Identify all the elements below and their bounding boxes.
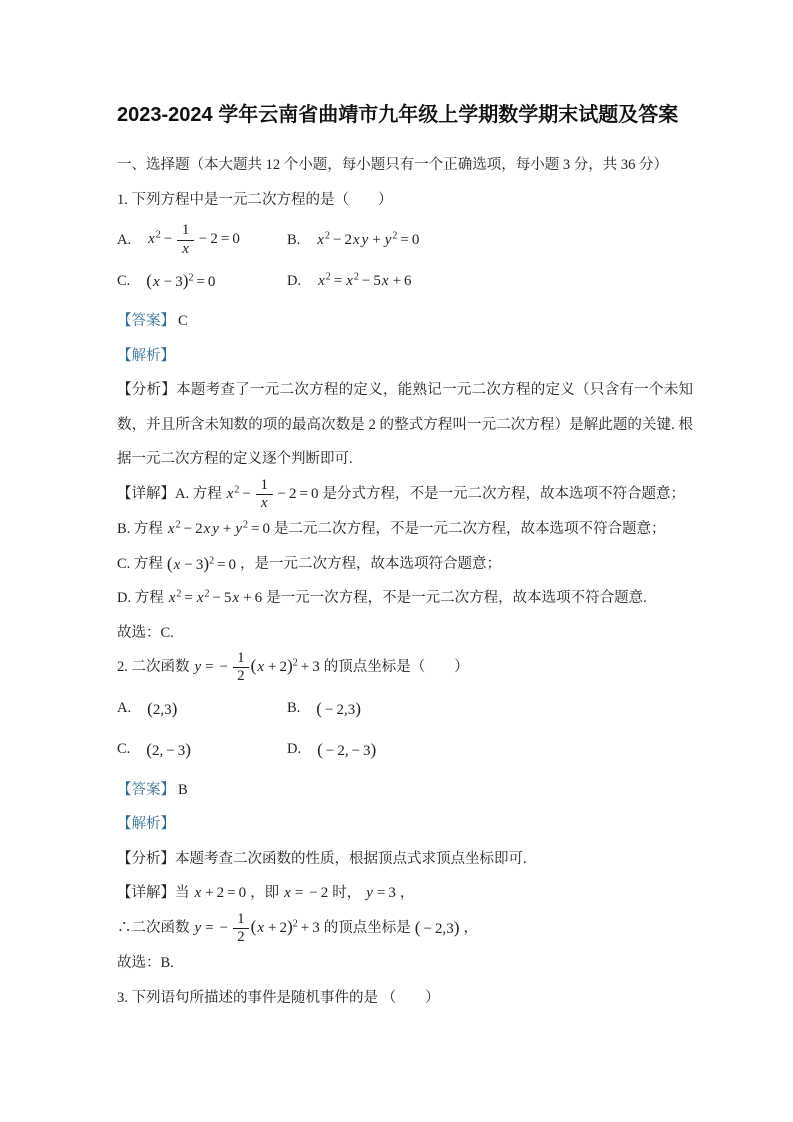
detail-1-c [117,547,693,582]
math-char: 3 [177,742,186,759]
text-run: C. 方程 [117,555,163,572]
math-formula [146,270,215,292]
answer-2 [117,773,693,808]
option-b [287,698,365,720]
math-formula [226,477,319,513]
text-run: ∴二次函数 [117,919,190,936]
math-char: y [194,659,202,676]
text-run: 是一元一次方程，不是一元二次方程，故本选项不符合题意. [266,590,647,606]
math-char: 0 [411,231,420,248]
math-char: 2 [237,668,245,685]
math-char: y [194,919,202,936]
math-char: 2 [234,484,240,496]
fraction-denominator [256,494,273,512]
math-char: 1 [260,476,268,493]
question-2-options-cd [117,732,693,768]
math-char: − [219,659,229,676]
analysis-2 [117,842,693,877]
math-char: 3 [312,659,320,676]
math-char: ) [453,918,460,938]
option-d [287,739,380,761]
math-char: − [219,919,229,936]
option-label: D. [287,741,302,757]
math-char: ( [316,698,323,718]
superscript [176,520,181,531]
math-char: x [182,240,189,257]
math-char: 2 [320,885,329,902]
option-label: B. [287,700,301,716]
fraction-denominator [233,667,249,685]
fraction-numerator [233,650,249,667]
math-char: 3 [195,557,204,574]
math-char: 2 [195,521,203,538]
math-char: 2 [434,921,443,938]
math-formula [167,553,236,575]
math-char: − [277,485,287,502]
superscript [293,658,298,669]
math-char: y [384,231,392,248]
text-run: 【详解】当 [117,885,190,901]
math-char: 2 [204,588,210,600]
math-char: y [235,521,243,538]
text-run: B. 方程 [117,521,163,537]
math-char: 3 [347,701,356,718]
math-formula [415,917,460,939]
fraction-numerator [256,477,272,494]
math-char: ) [287,916,293,936]
math-char: − [325,701,334,718]
math-char: 2 [325,271,331,283]
math-char: ( [147,698,153,718]
question-2-options-ab [117,691,693,727]
fraction-denominator [177,240,194,258]
math-char: , [442,921,447,938]
question-2 [117,650,693,686]
math-formula [317,739,376,761]
math-char: = [205,659,214,676]
detail-2 [117,876,693,911]
math-char: ) [182,271,189,291]
math-char: 5 [224,590,232,607]
math-char: x [260,494,268,511]
option-a [117,222,287,258]
detail-1-d [117,581,693,616]
math-char: − [183,521,193,538]
answer-value: C [178,313,188,329]
math-char: − [423,921,432,938]
math-char: x [173,557,181,574]
fraction [177,222,194,258]
math-char: ( [146,739,153,759]
math-formula [194,884,247,903]
math-formula [283,884,328,903]
text-run: 故选：C. [117,624,174,641]
text-run: 的顶点坐标是（ ） [323,659,469,676]
math-char: , [159,742,164,759]
document-blocks [117,148,693,1015]
math-char: = [217,557,226,574]
math-char: 0 [207,274,216,291]
math-char: x [153,274,160,291]
conclusion-1 [117,616,693,651]
math-char: ) [171,698,178,718]
math-char: = [400,231,409,248]
math-char: ) [370,739,377,759]
math-char: 3 [363,742,371,759]
option-label: D. [287,272,302,289]
math-char: 2 [337,742,345,759]
text-run: 2. 二次函数 [117,659,190,676]
math-char: 3 [446,921,454,938]
math-char: 0 [228,557,237,574]
math-char: = [184,590,193,607]
math-char: + [300,919,310,936]
math-char: y [361,231,369,248]
text-run: 一、选择题（本大题共 12 个小题，每小题只有一个正确选项，每小题 3 分，共 36 分） [117,157,668,173]
math-char: 3 [312,919,320,936]
math-char: − [351,742,361,759]
math-char: − [325,742,335,759]
text-run: 是二元二次方程，不是一元二次方程，故本选项不符合题意； [274,521,666,537]
math-char: 0 [232,231,240,248]
math-char: 2 [353,271,359,283]
text-run: 3. 下列语句所描述的事件是随机事件的是 （ ） [117,989,440,1006]
math-char: − [163,231,173,248]
math-char: 6 [254,590,263,607]
math-char: + [243,590,252,607]
math-char: x [226,485,234,502]
math-char: = [220,231,230,248]
math-char: = [294,885,304,902]
math-char: 2 [155,229,161,241]
option-b [287,231,423,250]
question-3 [117,981,693,1016]
text-run: 时， [332,885,362,901]
text-run: ， [463,919,478,936]
math-char: + [300,659,310,676]
math-char: − [309,885,318,902]
math-char: − [166,742,175,759]
fraction-numerator [233,911,249,928]
math-char: ( [317,739,323,759]
math-char: ( [250,916,257,936]
option-a [117,698,287,720]
math-char: + [268,919,277,936]
math-formula [317,272,411,291]
option-label: A. [117,231,132,248]
math-char: ) [355,698,362,718]
answer-value: B [178,781,188,798]
math-char: , [344,701,348,718]
math-char: 2 [176,588,182,600]
math-char: x [346,272,353,289]
math-char: 2 [292,657,298,669]
math-char: + [205,885,214,902]
math-formula [146,739,191,761]
math-char: 2 [210,231,218,248]
math-char: x [257,919,265,936]
math-char: 2 [344,231,352,248]
text-run: 【分析】本题考查二次函数的性质，根据顶点式求顶点坐标即可. [117,850,527,867]
math-char: ( [166,554,173,574]
math-formula [147,698,177,720]
math-char: 2 [237,928,245,945]
math-char: 1 [181,222,190,239]
math-char: x [168,590,176,607]
math-char: x [196,590,204,607]
math-char: x [194,885,202,902]
section-marker: 【解析】 [117,816,175,832]
option-label: A. [117,700,132,716]
math-char: ( [146,271,153,291]
math-char: 2 [336,701,345,718]
math-char: x [352,231,360,248]
math-char: − [242,485,251,502]
text-run: ，是一元二次方程，故本选项符合题意； [240,555,502,572]
text-run: 的顶点坐标是 [323,919,411,936]
text-run: D. 方程 [117,590,164,606]
math-char: x [148,231,155,248]
question-1-options-ab [117,222,693,258]
text-run: 1. 下列方程中是一元二次方程的是（ ） [117,191,393,208]
math-char: − [184,557,193,574]
math-char: − [163,274,173,291]
math-char: 2 [279,919,287,936]
math-formula [365,884,396,903]
fraction-denominator [233,928,249,946]
math-char: x [257,659,265,676]
math-char: 2 [152,701,161,718]
math-char: x [318,272,325,289]
math-char: 0 [238,885,247,902]
math-char: 0 [262,521,271,538]
math-char: 3 [164,701,172,718]
text-run: ， [399,885,415,901]
math-formula [167,520,270,539]
math-formula [316,698,361,720]
math-char: 3 [175,274,183,291]
fraction [256,477,273,513]
math-char: 2 [392,230,398,242]
section-header [117,148,693,183]
math-char: x [381,272,389,289]
conclusion-2 [117,946,693,981]
math-char: 2 [188,272,194,284]
math-char: x [203,521,211,538]
math-char: y [366,885,373,902]
math-char: 2 [279,659,287,676]
math-char: 3 [388,885,396,902]
text-run: 是分式方程，不是一元二次方程，故本选项不符合题意； [322,485,685,502]
math-char: 2 [216,885,225,902]
math-char: ( [414,918,421,938]
analysis-marker-1 [117,339,693,374]
fraction [233,911,249,947]
option-c [117,739,287,761]
math-char: x [317,231,324,248]
math-char: 2 [324,230,330,242]
math-char: ) [185,739,192,759]
math-formula [316,231,419,250]
analysis-1 [117,373,693,477]
superscript [293,918,298,929]
math-char: x [284,885,291,902]
math-char: 5 [373,272,381,289]
fraction [233,650,249,686]
math-char: = [376,885,386,902]
math-char: 0 [310,485,319,502]
text-run: 【分析】本题考查了一元二次方程的定义，能熟记一元二次方程的定义（只含有一个未知数，并且所含未知数的项的最高次数是 2 的整式方程叫一元二次方程）是解此题的关键. 根据一元二次方程的定义逐个判断即可. [117,382,693,467]
math-formula [147,222,240,258]
option-c [117,270,287,292]
text-run: 故选：B. [117,955,174,971]
math-char: x [167,521,175,538]
math-char: 1 [237,910,245,927]
answer-marker: 【答案】 [117,781,175,798]
math-char: = [333,272,343,289]
math-char: 1 [237,650,245,666]
option-label: C. [117,272,131,289]
math-char: + [222,521,232,538]
math-char: + [392,272,402,289]
math-char: 6 [404,272,412,289]
math-formula [168,589,262,608]
math-char: 2 [289,485,297,502]
math-char: ( [250,656,257,676]
math-char: − [332,231,342,248]
math-char: ) [287,656,293,676]
math-char: = [299,485,308,502]
math-char: = [227,885,236,902]
option-d [287,272,416,291]
math-char: + [372,231,381,248]
detail-1-a [117,477,693,513]
text-run: 【详解】A. 方程 [117,485,222,502]
math-char: ) [203,554,210,574]
answer-marker: 【答案】 [117,313,175,329]
detail-1-b [117,512,693,547]
section-marker: 【解析】 [117,347,175,364]
math-formula [194,911,320,947]
math-char: + [268,659,277,676]
math-char: − [361,272,371,289]
option-label: C. [117,741,131,757]
question-1-options-cd [117,263,693,299]
math-char: y [212,521,219,538]
math-char: 2 [175,519,181,531]
math-char: − [198,231,208,248]
math-char: 2 [209,555,215,567]
option-label: B. [287,231,301,248]
question-1 [117,183,693,218]
math-char: 2 [152,742,160,759]
math-char: , [160,701,165,718]
answer-1 [117,304,693,339]
math-char: = [251,521,260,538]
math-char: x [232,590,240,607]
math-formula [194,650,320,686]
math-char: , [344,742,349,759]
math-char: = [205,919,214,936]
page-title: 2023-2024 学年云南省曲靖市九年级上学期数学期末试题及答案 [117,104,679,126]
superscript [205,589,210,600]
math-char: = [196,274,205,291]
math-char: − [212,590,222,607]
analysis-marker-2 [117,807,693,842]
fraction-numerator [178,222,194,239]
math-char: 2 [243,519,249,531]
detail-2-conclusion [117,911,693,947]
math-char: 2 [292,918,298,930]
text-run: ，即 [250,885,280,901]
